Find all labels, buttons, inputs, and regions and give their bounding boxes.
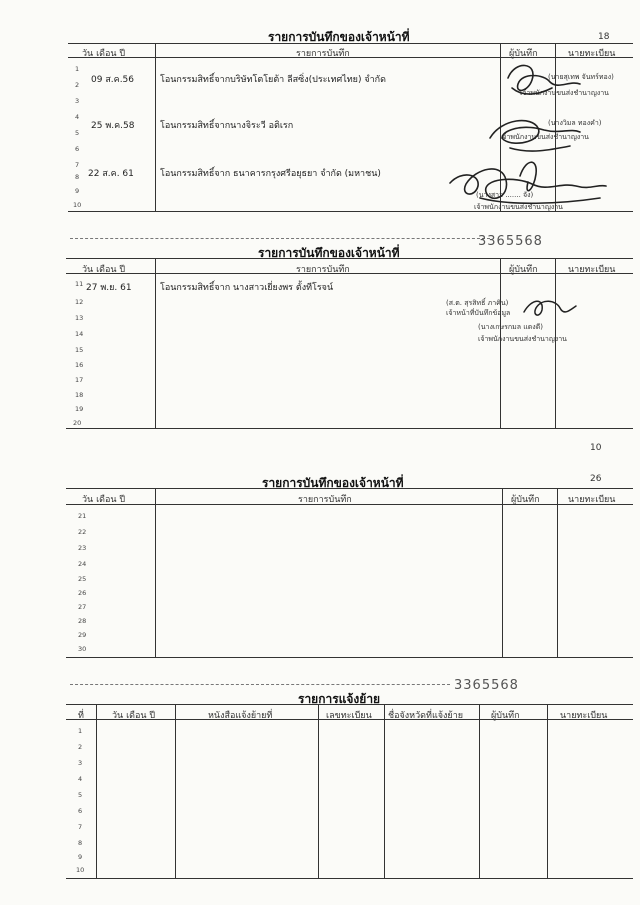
header-record: รายการบันทึก: [296, 265, 350, 275]
signature-title: เจ้าหน้าที่บันทึกข้อมูล: [446, 309, 511, 317]
row-number: 20: [73, 419, 82, 427]
section-4-col-divider: [96, 704, 97, 878]
row-number: 10: [73, 201, 82, 209]
row-number: 4: [75, 113, 80, 121]
row-number: 22: [78, 528, 87, 536]
row-number: 24: [78, 560, 87, 568]
header-date: วัน เดือน ปี: [112, 711, 156, 721]
section-4-title: รายการแจ้งย้าย: [298, 692, 381, 706]
row-number: 25: [78, 575, 87, 583]
row-number: 5: [75, 129, 80, 137]
row-number: 6: [75, 145, 80, 153]
row-number: 2: [75, 81, 80, 89]
row-number: 28: [78, 617, 87, 625]
section-4-col-divider: [318, 704, 319, 878]
signature-title: เจ้าพนักงานขนส่งชำนาญงาน: [474, 203, 563, 211]
row-number: 30: [78, 645, 87, 653]
signature-title: เจ้าพนักงานขนส่งชำนาญงาน: [478, 335, 567, 343]
header-registrar: นายทะเบียน: [568, 495, 616, 505]
row-number: 11: [75, 280, 84, 288]
page-number-middle: 10: [590, 443, 602, 453]
entry-date: 27 พ.ย. 61: [86, 283, 132, 293]
header-province: ชื่อจังหวัดที่แจ้งย้าย: [388, 711, 464, 721]
entry-text: โอนกรรมสิทธิ์จาก ธนาคารกรุงศรีอยุธยา จำกัด (มหาชน): [160, 169, 381, 179]
entry-text: โอนกรรมสิทธิ์จากนางจิระวี อติเรก: [160, 121, 294, 131]
row-number: 7: [78, 823, 83, 831]
signature-name: (นางเกษรกมล แดงดี): [478, 323, 543, 331]
header-date: วัน เดือน ปี: [82, 49, 126, 59]
section-2-col-divider: [155, 258, 156, 428]
row-number: 18: [75, 391, 84, 399]
section-4-col-divider: [479, 704, 480, 878]
row-number: 3: [75, 97, 80, 105]
page-separator: [70, 238, 490, 239]
row-number: 5: [78, 791, 83, 799]
section-2-top-rule: [66, 258, 633, 259]
section-3-col-divider: [502, 488, 503, 657]
row-number: 7: [75, 161, 80, 169]
row-number: 13: [75, 314, 84, 322]
signature-name: (ส.ต. สุรสิทธิ์ ภาคิน): [446, 299, 509, 307]
row-number: 26: [78, 589, 87, 597]
signature-name: (นางวิมล ทองคำ): [548, 119, 602, 127]
row-number: 23: [78, 544, 87, 552]
registration-stamp: 3365568: [454, 678, 519, 693]
row-number: 8: [78, 839, 83, 847]
header-registrar: นายทะเบียน: [568, 265, 616, 275]
header-registrar: นายทะเบียน: [560, 711, 608, 721]
section-1-top-rule: [68, 43, 633, 44]
row-number: 14: [75, 330, 84, 338]
header-date: วัน เดือน ปี: [82, 495, 126, 505]
row-number: 9: [75, 187, 80, 195]
header-recorder: ผู้บันทึก: [509, 49, 538, 59]
row-number: 6: [78, 807, 83, 815]
row-number: 2: [78, 743, 83, 751]
header-recorder: ผู้บันทึก: [491, 711, 520, 721]
entry-date: 25 พ.ค.58: [91, 121, 135, 131]
row-number: 17: [75, 376, 84, 384]
handwritten-signature-icon: [520, 292, 580, 322]
section-2-bottom-rule: [66, 428, 633, 429]
registration-stamp: 3365568: [478, 234, 543, 249]
header-index: ที่: [78, 711, 84, 721]
entry-date: 09 ส.ค.56: [91, 75, 135, 85]
row-number: 16: [75, 361, 84, 369]
section-1-title: รายการบันทึกของเจ้าหน้าที่: [268, 30, 410, 44]
header-reg-no: เลขทะเบียน: [326, 711, 372, 721]
section-3-col-divider: [155, 488, 156, 657]
signature-title: เจ้าพนักงานขนส่งชำนาญงาน: [500, 133, 589, 141]
entry-date: 22 ส.ค. 61: [88, 169, 134, 179]
row-number: 9: [78, 853, 83, 861]
header-registrar: นายทะเบียน: [568, 49, 616, 59]
row-number: 21: [78, 512, 87, 520]
page-number-lower: 26: [590, 474, 602, 484]
section-3-bottom-rule: [66, 657, 633, 658]
row-number: 29: [78, 631, 87, 639]
signature-title: เจ้าพนักงานขนส่งชำนาญงาน: [520, 89, 609, 97]
section-3-title: รายการบันทึกของเจ้าหน้าที่: [262, 476, 404, 490]
header-recorder: ผู้บันทึก: [511, 495, 540, 505]
row-number: 3: [78, 759, 83, 767]
row-number: 1: [75, 65, 80, 73]
header-record: รายการบันทึก: [296, 49, 350, 59]
header-recorder: ผู้บันทึก: [509, 265, 538, 275]
signature-name: (นายสุเทพ จันทร์ทอง): [548, 73, 614, 81]
page-number-top: 18: [598, 32, 610, 42]
row-number: 1: [78, 727, 83, 735]
section-4-col-divider: [175, 704, 176, 878]
header-notice: หนังสือแจ้งย้ายที่: [208, 711, 273, 721]
row-number: 4: [78, 775, 83, 783]
page-separator: [70, 684, 450, 685]
section-4-col-divider: [384, 704, 385, 878]
signature-name: (นางสาว ....... จัง): [476, 191, 534, 199]
section-4-col-divider: [547, 704, 548, 878]
row-number: 15: [75, 346, 84, 354]
row-number: 8: [75, 173, 80, 181]
header-record: รายการบันทึก: [298, 495, 352, 505]
section-3-col-divider: [557, 488, 558, 657]
row-number: 10: [76, 866, 85, 874]
entry-text: โอนกรรมสิทธิ์จาก นางสาวเยี่ยงพร ตั้งทีโรจน์: [160, 283, 334, 293]
header-date: วัน เดือน ปี: [82, 265, 126, 275]
section-1-col-divider: [155, 43, 156, 211]
row-number: 12: [75, 298, 84, 306]
handwritten-signatures-icon: [420, 58, 620, 213]
row-number: 27: [78, 603, 87, 611]
section-3-top-rule: [66, 488, 633, 489]
section-2-title: รายการบันทึกของเจ้าหน้าที่: [258, 246, 400, 260]
row-number: 19: [75, 405, 84, 413]
entry-text: โอนกรรมสิทธิ์จากบริษัทโตโยต้า ลีสซิ่ง(ประเทศไทย) จำกัด: [160, 75, 386, 85]
section-4-bottom-rule: [66, 878, 633, 879]
